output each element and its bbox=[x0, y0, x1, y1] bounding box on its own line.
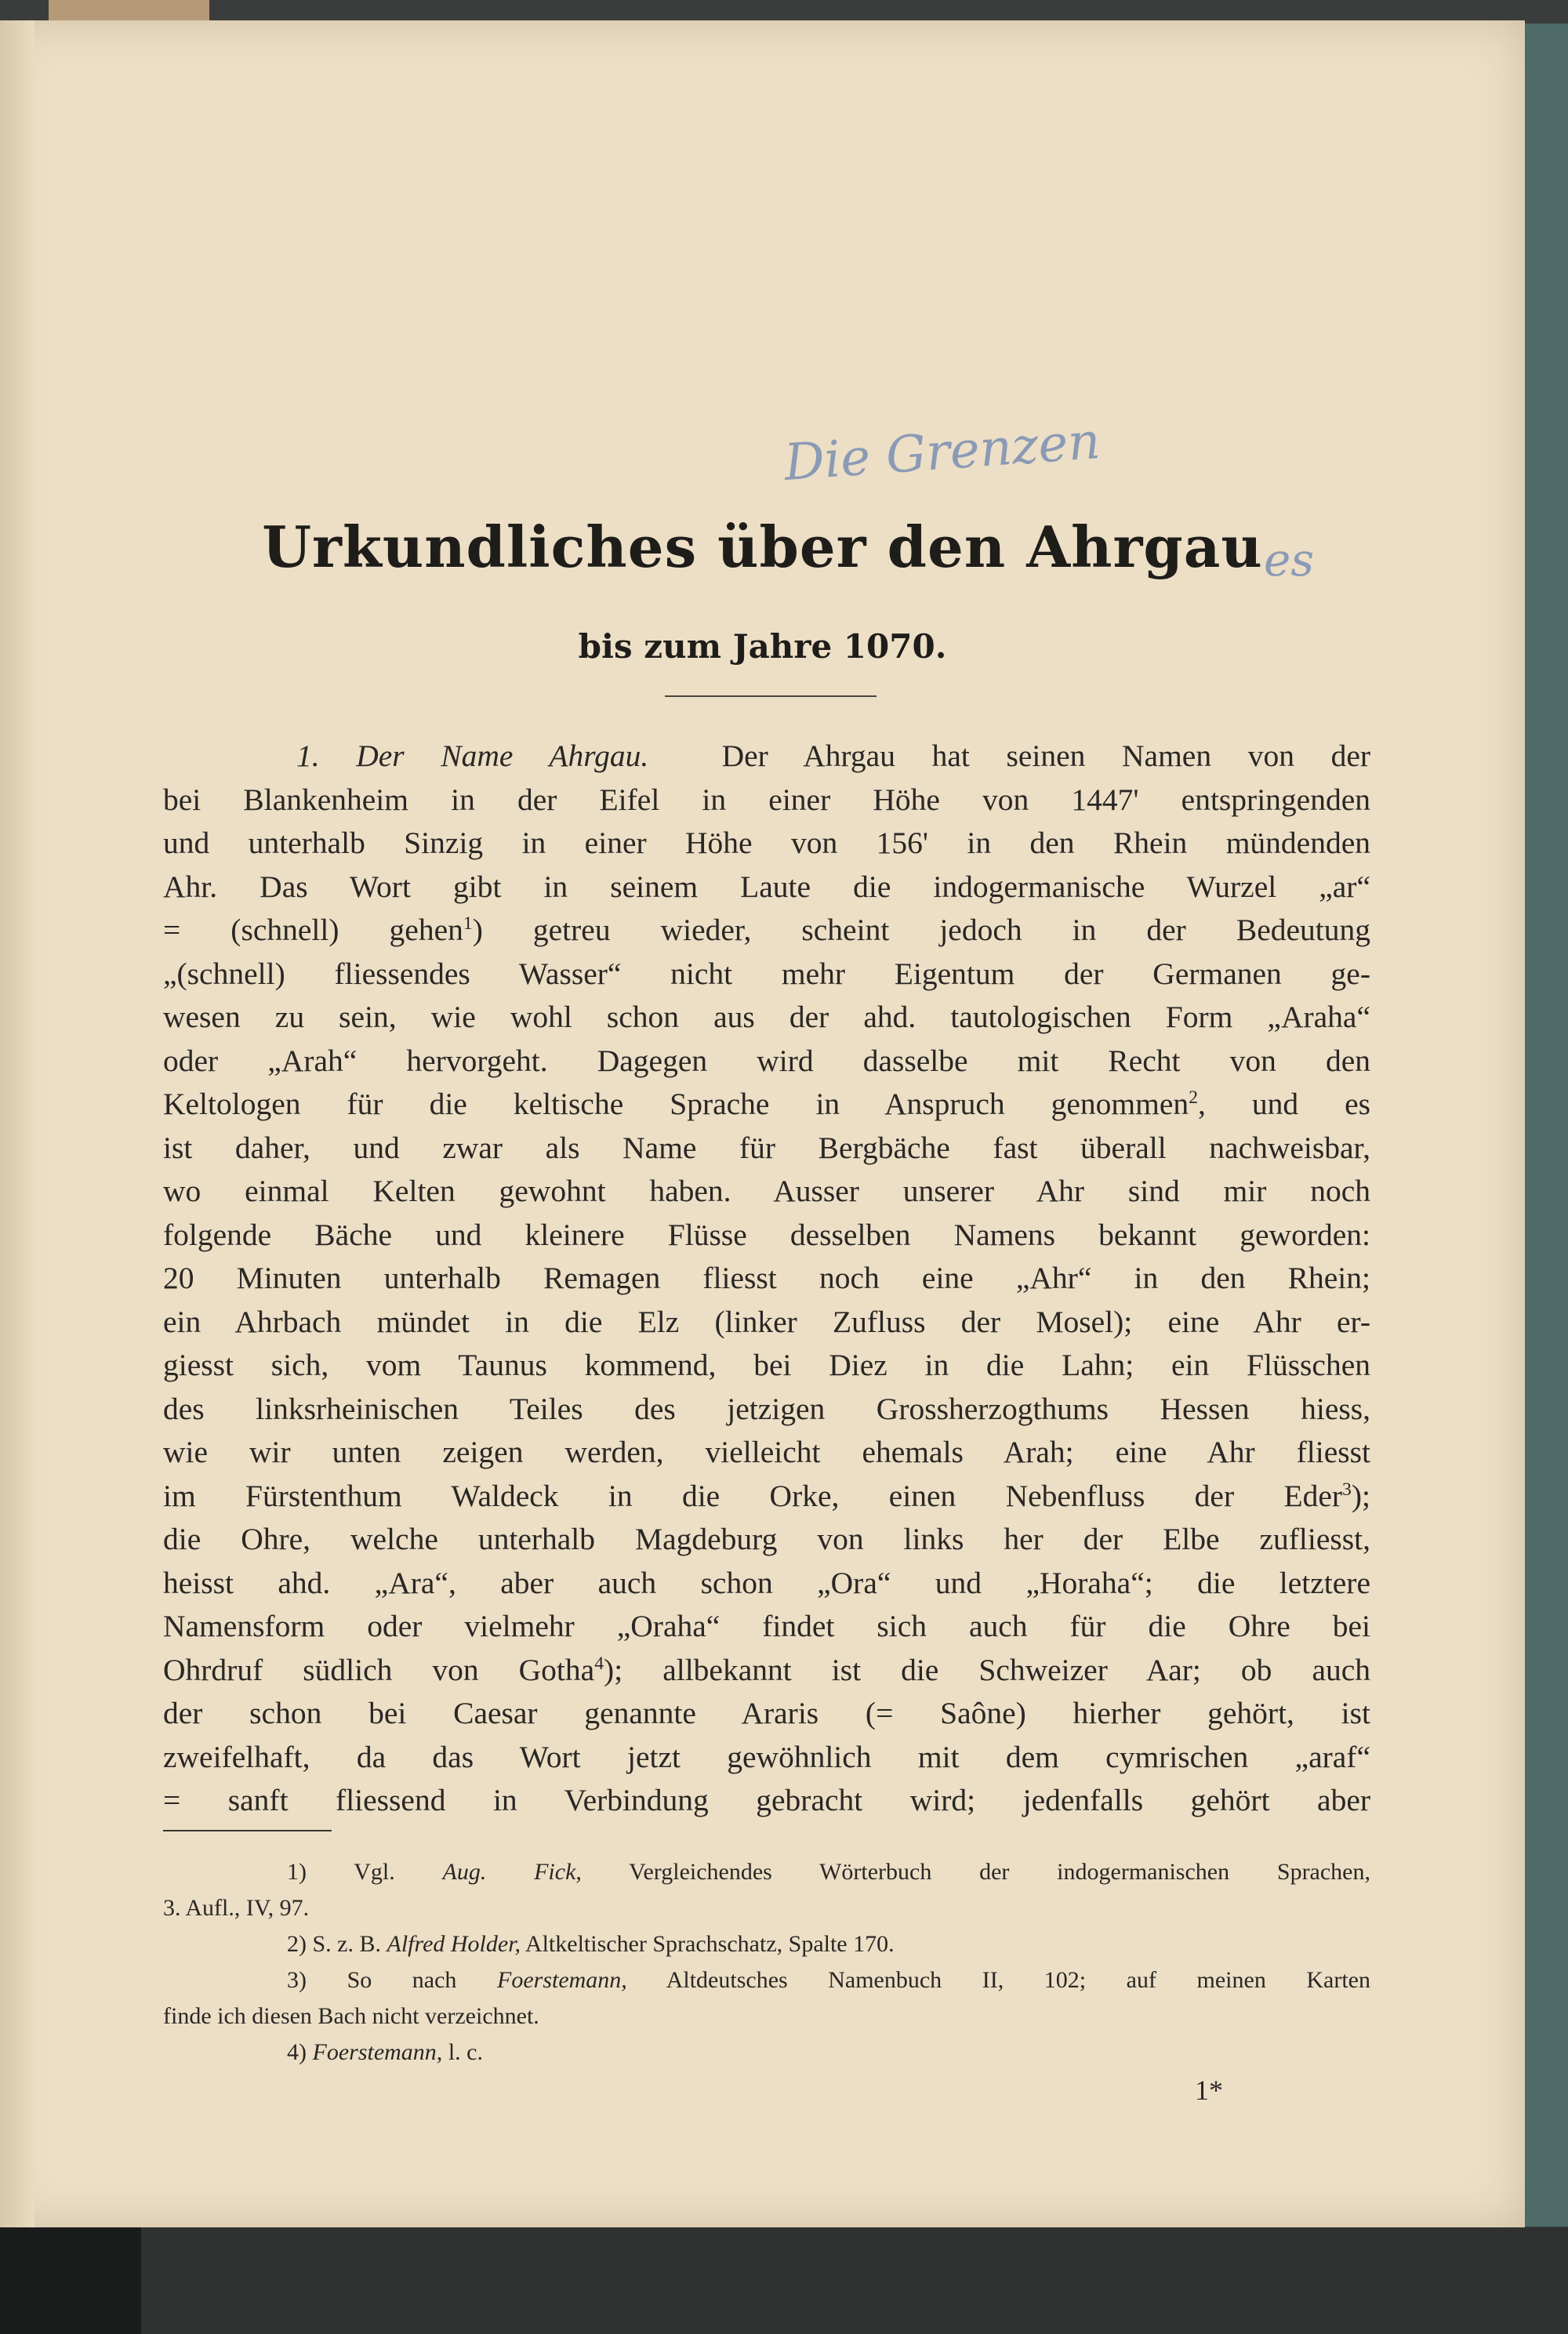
footnote-1-cont: 3. Aufl., IV, 97. bbox=[163, 1895, 310, 1921]
text-line: wo einmal Kelten gewohnt haben. Ausser unserer Ahr sind mir noch bbox=[163, 1174, 1370, 1208]
text-line: folgende Bäche und kleinere Flüsse desselben Namens bekannt geworden: bbox=[163, 1217, 1370, 1252]
text-line: 20 Minuten unterhalb Remagen fliesst noch eine „Ahr“ in den Rhein; bbox=[163, 1261, 1370, 1295]
page-gutter bbox=[0, 20, 34, 2227]
text-line: bei Blankenheim in der Eifel in einer Höhe von 1447' entspringenden bbox=[163, 782, 1370, 817]
text-line: = (schnell) gehen$^1$) getreu wieder, scheint jedoch in der Bedeutung bbox=[163, 913, 1370, 947]
text-line: Ohrdruf südlich von Gotha$^4$); allbekannt ist die Schweizer Aar; ob auch bbox=[163, 1652, 1370, 1687]
pencil-annotation: Die Grenzen bbox=[782, 412, 1102, 492]
text-line: oder „Arah“ hervorgeht. Dagegen wird dasselbe mit Recht von den bbox=[163, 1043, 1370, 1078]
footnote-3: 3) So nach Foerstemann, Altdeutsches Namenbuch II, 102; auf meinen Karten bbox=[287, 1967, 1370, 1993]
text-line: Ahr. Das Wort gibt in seinem Laute die indogermanische Wurzel „ar“ bbox=[163, 869, 1370, 904]
page-subtitle: bis zum Jahre 1070. bbox=[578, 627, 947, 666]
text-line: Keltologen für die keltische Sprache in Anspruch genommen$^2$, und es bbox=[163, 1087, 1370, 1121]
footnote-ref: 4 bbox=[594, 1653, 604, 1674]
text-line: des linksrheinischen Teiles des jetzigen Grossherzogthums Hessen hiess, bbox=[163, 1391, 1370, 1426]
scan-corner bbox=[0, 2227, 141, 2334]
pencil-annotation-suffix: es bbox=[1264, 533, 1315, 586]
text-line: ein Ahrbach mündet in die Elz (linker Zufluss der Mosel); eine Ahr er- bbox=[163, 1304, 1370, 1339]
scan-background bbox=[141, 2227, 1568, 2334]
text-line: wesen zu sein, wie wohl schon aus der ahd. tautologischen Form „Araha“ bbox=[163, 1000, 1370, 1034]
footnote-3-cont: finde ich diesen Bach nicht verzeichnet. bbox=[163, 2003, 539, 2029]
text-line: = sanft fliessend in Verbindung gebracht wird; jedenfalls gehört aber bbox=[163, 1783, 1370, 1817]
footnote-4: 4) Foerstemann, l. c. bbox=[287, 2039, 483, 2065]
text-line: die Ohre, welche unterhalb Magdeburg von links her der Elbe zufliesst, bbox=[163, 1522, 1370, 1556]
footnotes bbox=[163, 1854, 1370, 2071]
page-title: Urkundliches über den Ahrgau bbox=[262, 514, 1263, 580]
text-line: giesst sich, vom Taunus kommend, bei Diez in die Lahn; ein Flüsschen bbox=[163, 1348, 1370, 1382]
text-line: heisst ahd. „Ara“, aber auch schon „Ora“ und „Horaha“; die letztere bbox=[163, 1565, 1370, 1600]
footnote-ref: 1 bbox=[463, 913, 473, 934]
footnote-1: 1) Vgl. Aug. Fick, Vergleichendes Wörterbuch der indogermanischen Sprachen, bbox=[287, 1859, 1370, 1885]
text-line: der schon bei Caesar genannte Araris (= Saône) hierher gehört, ist bbox=[163, 1696, 1370, 1730]
text-line: zweifelhaft, da das Wort jetzt gewöhnlich mit dem cymrischen „araf“ bbox=[163, 1739, 1370, 1774]
footnote-2: 2) S. z. B. Alfred Holder, Altkeltischer Sprachschatz, Spalte 170. bbox=[287, 1931, 895, 1957]
text-line: ist daher, und zwar als Name für Bergbäche fast überall nachweisbar, bbox=[163, 1130, 1370, 1165]
footnote-ref: 3 bbox=[1342, 1479, 1352, 1500]
section-heading: 1. Der Name Ahrgau. bbox=[296, 739, 649, 773]
text-line: „(schnell) fliessendes Wasser“ nicht mehr Eigentum der Germanen ge- bbox=[163, 956, 1370, 991]
footnote-divider bbox=[163, 1830, 332, 1831]
text-line: im Fürstenthum Waldeck in die Orke, einen Nebenfluss der Eder$^3$); bbox=[163, 1478, 1370, 1513]
signature-mark: 1* bbox=[1195, 2074, 1223, 2106]
title-divider bbox=[665, 695, 877, 697]
text-line: wie wir unten zeigen werden, vielleicht ehemals Arah; eine Ahr fliesst bbox=[163, 1435, 1370, 1469]
text-line: 1. Der Name Ahrgau. Der Ahrgau hat seinen Namen von der bbox=[296, 739, 1370, 773]
footnote-ref: 2 bbox=[1189, 1087, 1198, 1108]
cover-edge bbox=[1525, 24, 1568, 2227]
text-line: und unterhalb Sinzig in einer Höhe von 156' in den Rhein mündenden bbox=[163, 826, 1370, 860]
main-text bbox=[163, 735, 1370, 1823]
text-line: Namensform oder vielmehr „Oraha“ findet sich auch für die Ohre bei bbox=[163, 1609, 1370, 1643]
